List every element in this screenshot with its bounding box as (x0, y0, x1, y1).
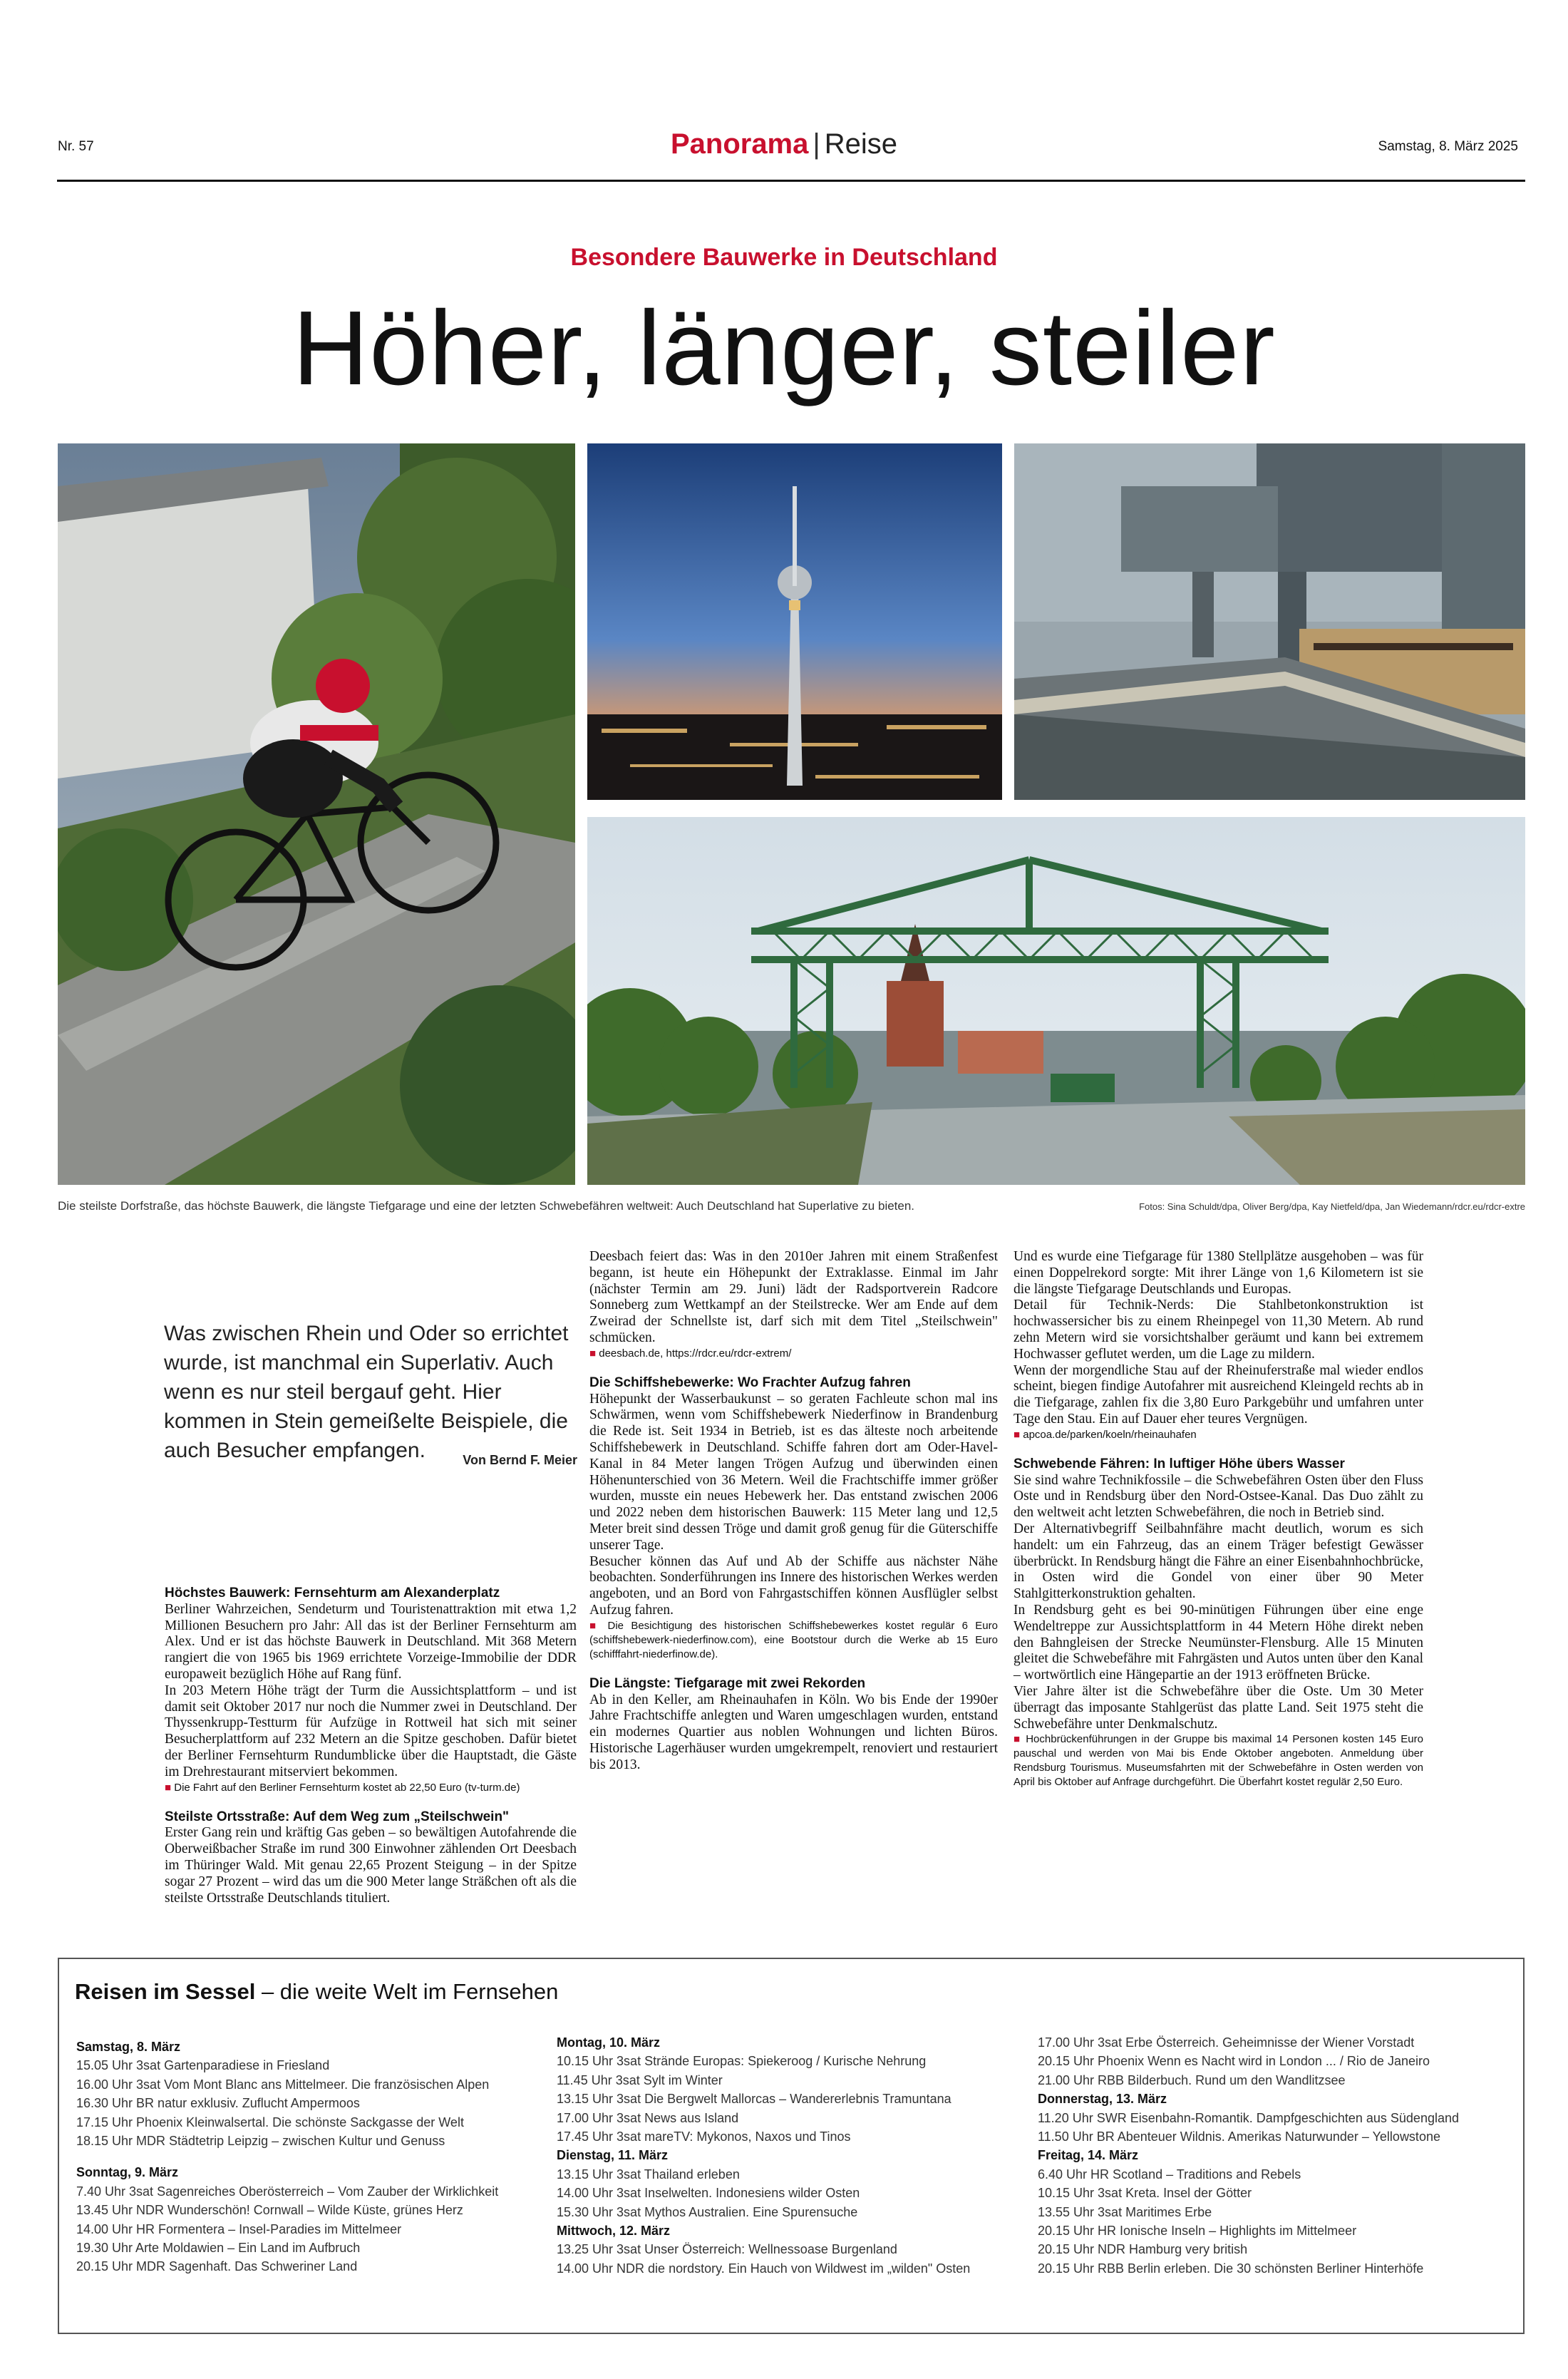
tv-listing: 13.45 Uhr NDR Wunderschön! Cornwall – Wilde Küste, grünes Herz (76, 2203, 463, 2218)
tv-listing: 19.30 Uhr Arte Moldawien – Ein Land im Aufbruch (76, 2241, 361, 2256)
info-note: ■ Hochbrückenführungen in der Gruppe bis maximal 14 Personen kosten 145 Euro pauschal und werden von Mai bis Ende Oktober angeboten. Anmeldung über Rendsburg Tourismus. Museumsfahrten mit der Schwebefähre in Osten werden von April bis Oktober auf Anfrage durchgeführt. Die Überfahrt kostet regulär 2,50 Euro. (1013, 1732, 1423, 1789)
tv-listing: 6.40 Uhr HR Scotland – Traditions and Rebels (1038, 2167, 1301, 2182)
tv-listing: 13.25 Uhr 3sat Unser Österreich: Wellnessoase Burgenland (557, 2242, 897, 2257)
tv-day: Samstag, 8. März (76, 2040, 181, 2054)
header-rule (57, 180, 1525, 182)
author-byline: Von Bernd F. Meier (463, 1453, 577, 1467)
photo-cyclist (58, 443, 575, 1185)
tv-day: Dienstag, 11. März (557, 2148, 669, 2163)
paragraph: Berliner Wahrzeichen, Sendeturm und Touristenattraktion mit etwa 1,2 Millionen Besuchern pro Jahr: All das ist der Berliner Fernsehturm am Alex. Und er ist das höchste Bauwerk in Deutschland. Mit 368 Metern rangiert die von 1965 bis 1969 errichtete Vorzeige-Immobilie der DDR europaweit bezüglich Höhe auf Rang fünf. (165, 1601, 577, 1682)
tv-listing: 10.15 Uhr 3sat Kreta. Insel der Götter (1038, 2186, 1252, 2201)
info-note: ■ Die Fahrt auf den Berliner Fernsehturm kostet ab 22,50 Euro (tv-turm.de) (165, 1781, 577, 1795)
tv-listing: 20.15 Uhr NDR Hamburg very british (1038, 2242, 1248, 2257)
tv-listing: 11.50 Uhr BR Abenteuer Wildnis. Amerikas Naturwunder – Yellowstone (1038, 2129, 1440, 2144)
tv-listing: 21.00 Uhr RBB Bilderbuch. Rund um den Wandlitzsee (1038, 2072, 1346, 2087)
tv-listing: 14.00 Uhr HR Formentera – Insel-Paradies im Mittelmeer (76, 2221, 402, 2236)
paragraph: In 203 Metern Höhe trägt der Turm die Aussichtsplattform – und ist damit seit Oktober 2017 nur noch die Nummer zwei in Deutschland. Der Thyssenkrupp-Testturm für Aufzüge in Rottweil hat sich mit seiner Besucherplattform auf 232 Metern an die Spitze geschoben. Dafür bietet der Berliner Fernsehturm Rundumblicke über die Hauptstadt, die Gäste im Drehrestaurant mitserviert bekommen. (165, 1682, 577, 1779)
subhead-tv-tower: Höchstes Bauwerk: Fernsehturm am Alexanderplatz (165, 1586, 500, 1600)
tv-listing: 11.20 Uhr SWR Eisenbahn-Romantik. Dampfgeschichten aus Südengland (1038, 2110, 1459, 2125)
tv-listing: 17.00 Uhr 3sat News aus Island (557, 2110, 739, 2125)
tv-listing: 20.15 Uhr HR Ionische Inseln – Highlights im Mittelmeer (1038, 2224, 1357, 2239)
tv-listing: 17.45 Uhr 3sat mareTV: Mykonos, Naxos und Tinos (557, 2129, 851, 2144)
section-name: Reise (824, 128, 898, 160)
issue-number: Nr. 57 (58, 139, 94, 154)
info-note: ■ deesbach.de, https://rdcr.eu/rdcr-extrem/ (589, 1347, 998, 1361)
tv-listing: 17.00 Uhr 3sat Erbe Österreich. Geheimnisse der Wiener Vorstadt (1038, 2035, 1415, 2050)
photo-crane-houses (1014, 443, 1525, 800)
section-header (0, 128, 1568, 160)
tv-box-title (75, 1979, 558, 2005)
tv-box-title-rest: – die weite Welt im Fernsehen (255, 1979, 559, 2004)
paragraph: Höhepunkt der Wasserbaukunst – so geraten Fachleute schon mal ins Schwärmen, wenn vom Schiffshebewerk Niederfinow in Brandenburg die Rede ist. Seit 1934 in Betrieb, ist es das älteste noch arbeitende Schiffshebewerk in Deutschland. Schiffe fahren dort am Oder-Havel-Kanal in 84 Meter langen Trögen Aufzug und überwinden einen Höhenunterschied von 36 Metern. Weil die Frachtschiffe immer größer wurden, musste ein neues Hebewerk her. Das entstand zwischen 2006 und 2022 neben dem historischen Bauwerk: 115 Meter lang und 12,5 Meter breit sind dessen Tröge und damit groß genug für die Güterschiffe unserer Tage. (589, 1391, 998, 1553)
paragraph: Der Alternativbegriff Seilbahnfähre macht deutlich, worum es sich handelt: um ein Fahrzeug, das an einem Träger befestigt Gewässer überbrückt. In Rendsburg hängt die Fähre an einer Eisenbahnhochbrücke, in Osten wird die Gondel von einer über 90 Meter Stahlgitterkonstruktion gehalten. (1013, 1521, 1423, 1602)
paragraph: Vier Jahre älter ist die Schwebefähre über die Oste. Um 30 Meter überragt das imposante Stahlgerüst das platte Land. Seit 1975 steht die Schwebefähre unter Denkmalschutz. (1013, 1683, 1423, 1732)
paragraph: Erster Gang rein und kräftig Gas geben – so bewältigen Autofahrende die Oberweißbacher Straße im rund 300 Einwohner zählenden Ort Deesbach im Thüringer Wald. Mit genau 22,65 Prozent Steigung – in der Spitze sogar 27 Prozent – wird das um die 900 Meter lange Sträßchen oft als die steilste Ortsstraße Deutschlands tituliert. (165, 1825, 577, 1906)
info-note: ■ apcoa.de/parken/koeln/rheinauhafen (1013, 1428, 1423, 1442)
tv-day: Montag, 10. März (557, 2035, 661, 2050)
tv-listing: 14.00 Uhr NDR die nordstory. Ein Hauch von Wildwest im „wilden" Osten (557, 2261, 971, 2276)
tv-listing: 13.15 Uhr 3sat Die Bergwelt Mallorcas – Wandererlebnis Tramuntana (557, 2092, 951, 2107)
tv-listing: 11.45 Uhr 3sat Sylt im Winter (557, 2072, 723, 2087)
tv-listing: 15.30 Uhr 3sat Mythos Australien. Eine Spurensuche (557, 2204, 858, 2219)
tv-listings-box (58, 1958, 1525, 2334)
subhead-steepest-street: Steilste Ortsstraße: Auf dem Weg zum „Steilschwein" (165, 1809, 510, 1824)
brand-name: Panorama (670, 128, 809, 160)
article-column-1 (165, 1586, 577, 1906)
headline: Höher, länger, steiler (292, 289, 1276, 407)
subhead-transporter-bridges: Schwebende Fähren: In luftiger Höhe übers Wasser (1013, 1456, 1345, 1471)
tv-listing: 17.15 Uhr Phoenix Kleinwalsertal. Die schönste Sackgasse der Welt (76, 2115, 464, 2129)
photo-tv-tower (587, 443, 1002, 800)
paragraph: In Rendsburg geht es bei 90-minütigen Führungen über eine enge Wendeltreppe zur Aussichtsplattform in 44 Metern Höhe direkt neben den Bahngleisen der Strecke Neumünster-Flensburg. Alle 15 Minuten gleitet die Schwebefähre mit Fahrgästen und Autos unten über den Kanal – wortwörtlich eine Hängepartie an der 1913 eröffneten Brücke. (1013, 1602, 1423, 1683)
article-column-2 (589, 1249, 998, 1774)
paragraph: Ab in den Keller, am Rheinauhafen in Köln. Wo bis Ende der 1990er Jahre Frachtschiffe anlegten und Waren umgeschlagen wurden, entstand ein modernes Quartier aus noblen Wohnungen und lichten Büros. Historische Lagerhäuser wurden umgekrempelt, renoviert und restauriert bis 2013. (589, 1692, 998, 1772)
subhead-parking-garage: Die Längste: Tiefgarage mit zwei Rekorden (589, 1675, 866, 1691)
tv-listing: 13.15 Uhr 3sat Thailand erleben (557, 2167, 740, 2182)
paragraph: Besucher können das Auf und Ab der Schiffe aus nächster Nähe beobachten. Sonderführungen ins Innere des historischen Werkes werden angeboten, und an Bord von Fahrgastschiffen können Ausflügler selbst Aufzug fahren. (589, 1553, 998, 1618)
tv-column-1 (76, 2038, 554, 2276)
paragraph: Sie sind wahre Technikfossile – die Schwebefähren Osten über den Fluss Oste und in Rendsburg über den Nord-Ostsee-Kanal. Das Duo zählt zu den weltweit acht letzten Schwebefähren, die noch in Betrieb sind. (1013, 1472, 1423, 1521)
tv-listing: 10.15 Uhr 3sat Strände Europas: Spiekeroog / Kurische Nehrung (557, 2054, 927, 2069)
paragraph: Detail für Technik-Nerds: Die Stahlbetonkonstruktion ist hochwassersicher bis zu einem Rheinpegel von 11,30 Metern. Ab rund zehn Metern wird sie vorsichtshalber geräumt und kann bei extremem Hochwasser geflutet werden, um die Lage zu mildern. (1013, 1298, 1423, 1362)
tv-listing: 16.30 Uhr BR natur exklusiv. Zuflucht Ampermoos (76, 2096, 360, 2111)
lead-paragraph (164, 1319, 577, 1475)
info-note: ■ Die Besichtigung des historischen Schiffshebewerkes kostet regulär 6 Euro (schiffshebewerk-niederfinow.com), eine Bootstour durch die Werke ab 15 Euro (schifffahrt-niederfinow.de). (589, 1619, 998, 1662)
tv-box-title-bold: Reisen im Sessel (75, 1979, 256, 2004)
tv-listing: 20.15 Uhr MDR Sagenhaft. Das Schweriner Land (76, 2259, 358, 2274)
tv-day: Freitag, 14. März (1038, 2148, 1139, 2163)
lead-text: Was zwischen Rhein und Oder so errichtet wurde, ist manchmal ein Superlativ. Auch wenn es nur steil bergauf geht. Hier kommen in Stein gemeißelte Beispiele, die auch Besucher empfangen. (164, 1322, 569, 1462)
tv-column-3 (1038, 2033, 1515, 2278)
paragraph: Wenn der morgendliche Stau auf der Rheinuferstraße mal wieder endlos scheint, biegen findige Autofahrer mit ausreichend Kleingeld rechts ab in die Tiefgarage, zahlen fix die 3,80 Euro Parkgebühr und umfahren unter Tage den Stau. Ein auf Dauer eher teures Vergnügen. (1013, 1362, 1423, 1427)
tv-listing: 16.00 Uhr 3sat Vom Mont Blanc ans Mittelmeer. Die französischen Alpen (76, 2077, 490, 2092)
tv-day: Donnerstag, 13. März (1038, 2092, 1167, 2107)
photo-caption: Die steilste Dorfstraße, das höchste Bauwerk, die längste Tiefgarage und eine der letzten Schwebefähren weltweit: Auch Deutschland hat Superlative zu bieten. (58, 1199, 915, 1213)
subhead-ship-lift: Die Schiffshebewerke: Wo Frachter Aufzug fahren (589, 1375, 911, 1390)
paragraph: Deesbach feiert das: Was in den 2010er Jahren mit einem Straßenfest begann, ist heute ein Höhepunkt der Extraklasse. Einmal im Jahr (nächster Termin am 29. Juni) lädt der Radsportverein Radcore Sonneberg zum Wettkampf an der Steilstrecke. Wer am Ende auf dem Zweirad der Schnellste ist, darf sich mit dem Titel „Steilschwein" schmücken. (589, 1249, 998, 1345)
tv-listing: 18.15 Uhr MDR Städtetrip Leipzig – zwischen Kultur und Genuss (76, 2134, 445, 2149)
tv-listing: 14.00 Uhr 3sat Inselwelten. Indonesiens wilder Osten (557, 2186, 860, 2201)
paragraph: Und es wurde eine Tiefgarage für 1380 Stellplätze ausgehoben – was für einen Doppelrekord sorgte: Mit ihrer Länge von 1,6 Kilometern ist sie die längste Tiefgarage Deutschlands und Europas. (1013, 1249, 1423, 1297)
article-column-3 (1013, 1249, 1423, 1789)
header-divider: | (813, 128, 820, 160)
tv-listing: 15.05 Uhr 3sat Gartenparadiese in Friesland (76, 2058, 330, 2073)
tv-day: Sonntag, 9. März (76, 2165, 179, 2180)
tv-listing: 20.15 Uhr RBB Berlin erleben. Die 30 schönsten Berliner Hinterhöfe (1038, 2261, 1424, 2276)
issue-date: Samstag, 8. März 2025 (1378, 139, 1518, 154)
tv-listing: 13.55 Uhr 3sat Maritimes Erbe (1038, 2204, 1212, 2219)
tv-column-2 (557, 2033, 1034, 2278)
photo-credit: Fotos: Sina Schuldt/dpa, Oliver Berg/dpa, Kay Nietfeld/dpa, Jan Wiedemann/rdcr.eu/rdcr-extre (1139, 1201, 1525, 1212)
photo-transporter-bridge (587, 817, 1525, 1185)
tv-listing: 20.15 Uhr Phoenix Wenn es Nacht wird in London ... / Rio de Janeiro (1038, 2054, 1430, 2069)
tv-day: Mittwoch, 12. März (557, 2224, 671, 2239)
kicker: Besondere Bauwerke in Deutschland (570, 244, 998, 271)
tv-listing: 7.40 Uhr 3sat Sagenreiches Oberösterreich – Vom Zauber der Wirklichkeit (76, 2184, 499, 2199)
